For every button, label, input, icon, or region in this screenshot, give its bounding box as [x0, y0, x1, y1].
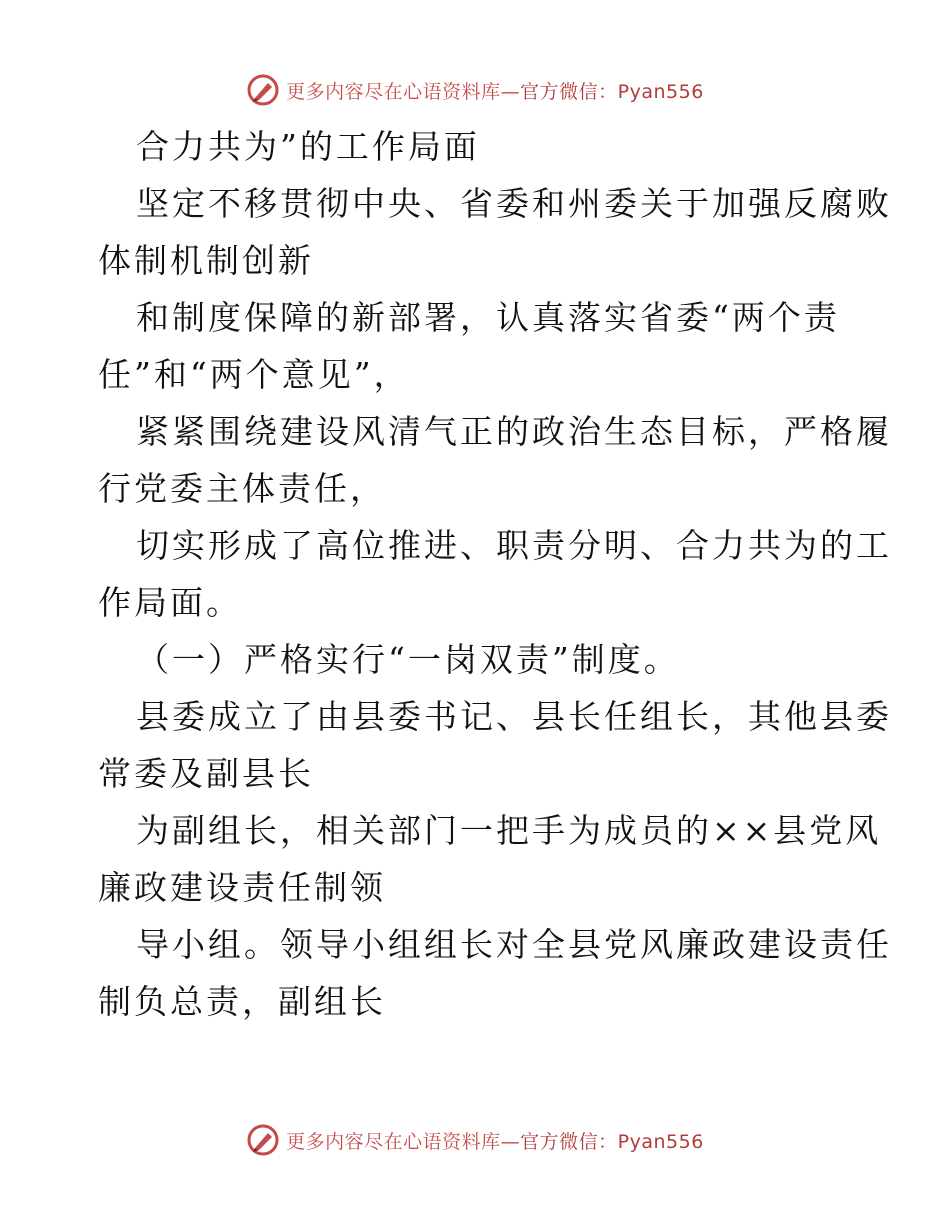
footer-banner-dash: — — [500, 1130, 521, 1153]
header-banner — [0, 70, 950, 110]
footer-banner-title: 更多内容尽在心语资料库 — [286, 1130, 501, 1153]
paragraph-line: 切实形成了高位推进、职责分明、合力共为的工 — [136, 526, 892, 565]
section-heading: （一）严格实行“一岗双责”制度。 — [136, 640, 680, 679]
paragraph-line: 任”和“两个意见”， — [98, 355, 410, 394]
pen-logo-icon — [246, 73, 280, 107]
header-banner-wechat: 官方微信：Pyan556 — [520, 80, 704, 103]
document-body — [98, 118, 892, 1030]
paragraph-line: 体制机制创新 — [98, 241, 314, 280]
paragraph-line: 作局面。 — [98, 583, 242, 622]
pen-logo-icon — [246, 1123, 280, 1157]
footer-banner-wechat: 官方微信：Pyan556 — [520, 1130, 704, 1153]
paragraph-line: 县委成立了由县委书记、县长任组长，其他县委 — [136, 697, 892, 736]
paragraph-line: 坚定不移贯彻中央、省委和州委关于加强反腐败 — [136, 184, 892, 223]
footer-banner — [0, 1120, 950, 1160]
header-banner-dash: — — [500, 80, 521, 103]
paragraph-line: 和制度保障的新部署，认真落实省委“两个责 — [136, 298, 840, 337]
paragraph-line: 行党委主体责任， — [98, 469, 386, 508]
paragraph-line: 常委及副县长 — [98, 754, 314, 793]
paragraph-line: 合力共为”的工作局面 — [136, 127, 480, 166]
paragraph-line: 紧紧围绕建设风清气正的政治生态目标，严格履 — [136, 412, 892, 451]
paragraph-line: 导小组。领导小组组长对全县党风廉政建设责任 — [136, 925, 892, 964]
header-banner-text — [286, 77, 704, 104]
paragraph-line: 制负总责，副组长 — [98, 982, 386, 1021]
paragraph-line: 廉政建设责任制领 — [98, 868, 386, 907]
footer-banner-text — [286, 1127, 704, 1154]
header-banner-title: 更多内容尽在心语资料库 — [286, 80, 501, 103]
paragraph-line: 为副组长，相关部门一把手为成员的××县党风 — [136, 811, 882, 850]
